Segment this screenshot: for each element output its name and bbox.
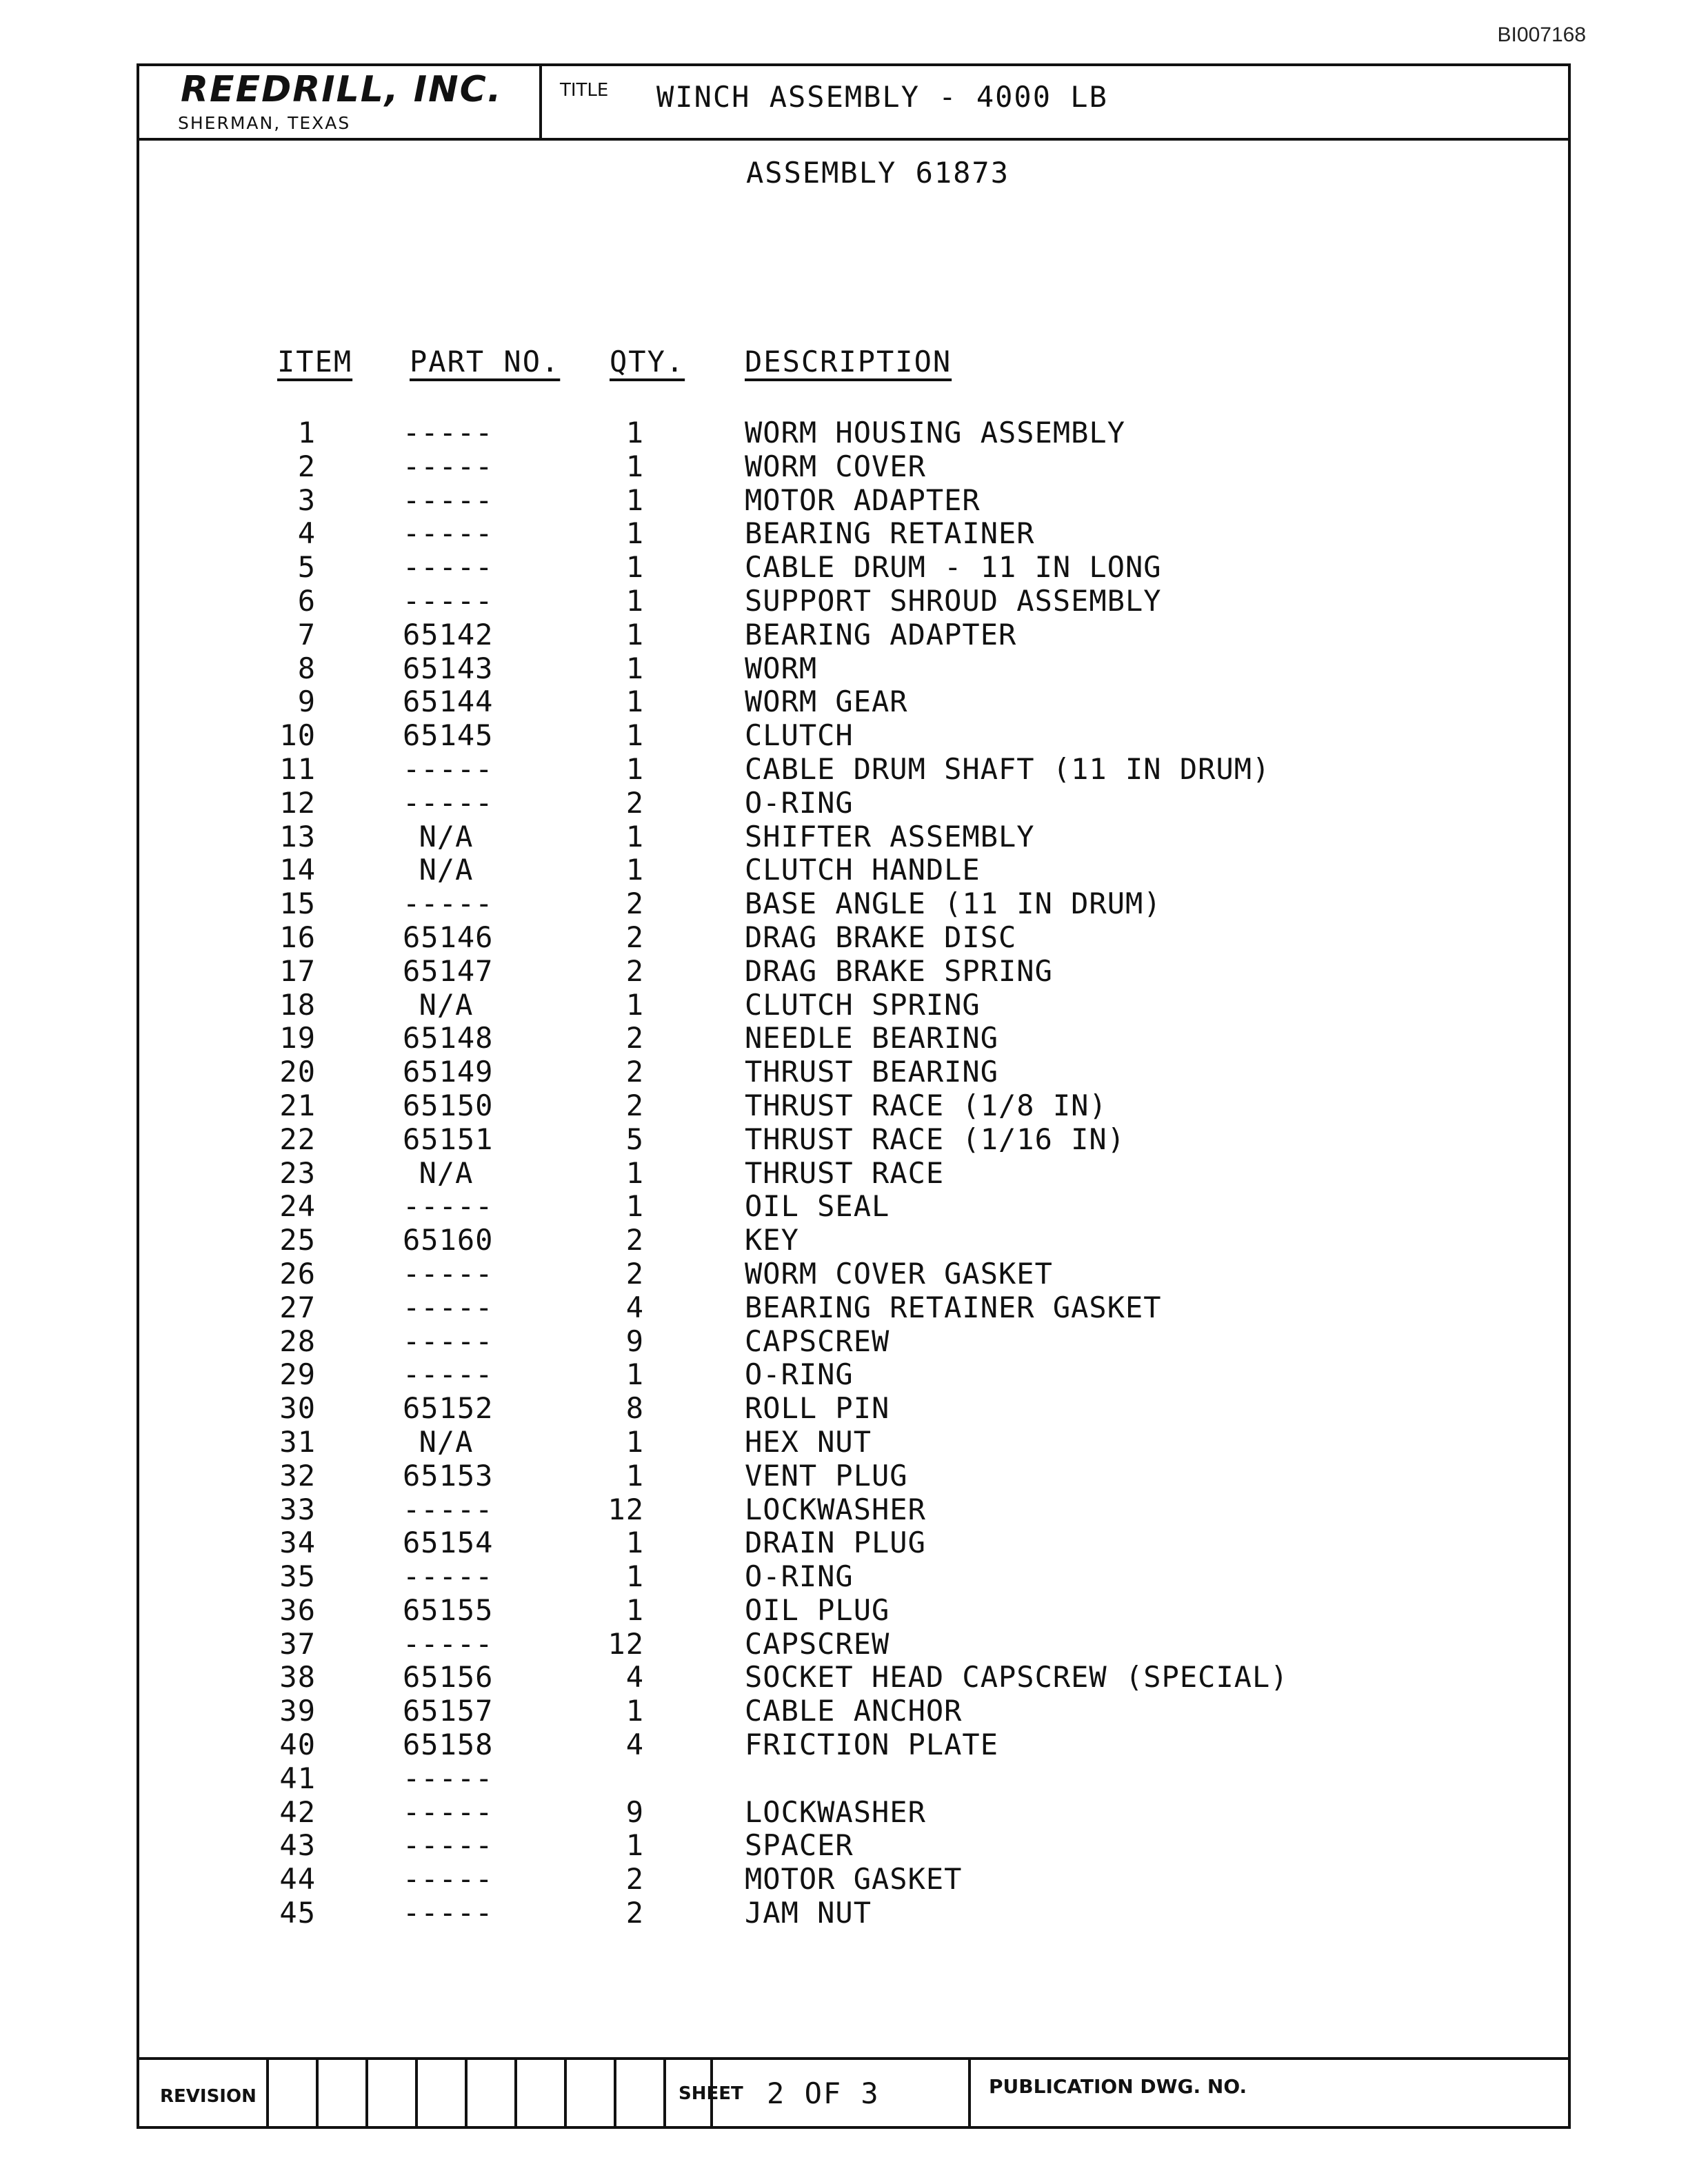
table-row (139, 1796, 1568, 1830)
description: OIL PLUG (745, 1593, 890, 1627)
quantity: 2 (625, 920, 644, 954)
quantity: 1 (625, 1357, 644, 1392)
table-row (139, 1022, 1568, 1055)
item-number: 14 (279, 853, 316, 887)
description: OIL SEAL (745, 1189, 890, 1224)
item-number: 18 (279, 987, 316, 1022)
quantity: 1 (625, 1458, 644, 1493)
quantity: 2 (625, 953, 644, 988)
description: THRUST RACE (745, 1155, 945, 1190)
item-number: 28 (279, 1324, 316, 1358)
quantity: 8 (625, 1391, 644, 1426)
description: THRUST BEARING (745, 1055, 999, 1089)
table-row (139, 1493, 1568, 1527)
quantity: 1 (625, 819, 644, 853)
description: MOTOR GASKET (745, 1862, 963, 1897)
parts-list (139, 416, 1568, 1930)
description: SPACER (745, 1828, 854, 1863)
table-row (139, 1257, 1568, 1291)
item-number: 24 (279, 1189, 316, 1224)
table-row (139, 517, 1568, 551)
item-number: 4 (297, 516, 316, 551)
item-number: 21 (279, 1088, 316, 1122)
item-number: 16 (279, 920, 316, 954)
description: JAM NUT (745, 1896, 872, 1930)
part-number: ----- (403, 1896, 494, 1930)
part-number: ----- (403, 1189, 494, 1224)
table-row (139, 618, 1568, 652)
table-row (139, 1358, 1568, 1392)
description: WORM HOUSING ASSEMBLY (745, 416, 1126, 449)
part-number: ----- (403, 1828, 494, 1863)
item-number: 27 (279, 1290, 316, 1324)
revision-cell (514, 2060, 564, 2126)
revision-cell (316, 2060, 365, 2126)
revision-cell (614, 2060, 663, 2126)
item-number: 7 (297, 617, 316, 651)
part-number: 65151 (403, 1122, 494, 1156)
part-number: 65150 (403, 1088, 494, 1122)
table-row (139, 1190, 1568, 1224)
revision-cell (266, 2060, 316, 2126)
item-number: 44 (279, 1862, 316, 1897)
title-block (139, 66, 1568, 141)
description: SUPPORT SHROUD ASSEMBLY (745, 583, 1162, 618)
part-number: 65148 (403, 1021, 494, 1055)
description: CLUTCH HANDLE (745, 853, 981, 887)
item-number: 38 (279, 1660, 316, 1695)
description: KEY (745, 1223, 799, 1257)
table-row (139, 1325, 1568, 1359)
part-number: ----- (403, 1324, 494, 1358)
description: SOCKET HEAD CAPSCREW (SPECIAL) (745, 1660, 1289, 1695)
description: NEEDLE BEARING (745, 1021, 999, 1055)
table-row (139, 551, 1568, 585)
quantity: 1 (625, 617, 644, 651)
part-number: ----- (403, 449, 494, 483)
quantity: 1 (625, 853, 644, 887)
item-number: 22 (279, 1122, 316, 1156)
quantity: 2 (625, 1862, 644, 1897)
table-row (139, 1594, 1568, 1628)
table-row (139, 450, 1568, 484)
description: CABLE DRUM - 11 IN LONG (745, 550, 1162, 585)
table-row (139, 1157, 1568, 1191)
item-number: 6 (297, 583, 316, 618)
table-row (139, 1695, 1568, 1728)
part-number: 65147 (403, 953, 494, 988)
company-name: REEDRILL, INC. (181, 69, 503, 110)
part-number: ----- (403, 887, 494, 921)
table-row (139, 955, 1568, 989)
table-row (139, 753, 1568, 787)
description: CAPSCREW (745, 1626, 890, 1661)
quantity: 1 (625, 651, 644, 685)
quantity: 2 (625, 785, 644, 820)
item-number: 31 (279, 1424, 316, 1459)
description: BEARING RETAINER GASKET (745, 1290, 1162, 1324)
table-row (139, 1829, 1568, 1863)
description: DRAG BRAKE SPRING (745, 953, 1053, 988)
table-row (139, 989, 1568, 1022)
assembly-number: ASSEMBLY 61873 (746, 156, 1010, 190)
footer-block (139, 2057, 1568, 2126)
item-number: 35 (279, 1559, 316, 1594)
quantity: 2 (625, 887, 644, 921)
item-number: 12 (279, 785, 316, 820)
title-label: TITLE (560, 80, 609, 101)
description: O-RING (745, 1357, 854, 1392)
item-number: 23 (279, 1155, 316, 1190)
document-id: BI007168 (1497, 23, 1586, 46)
quantity: 1 (625, 751, 644, 786)
table-row (139, 820, 1568, 854)
quantity: 1 (625, 987, 644, 1022)
item-number: 9 (297, 685, 316, 719)
part-number: ----- (403, 1794, 494, 1829)
part-number: 65143 (403, 651, 494, 685)
quantity: 1 (625, 483, 644, 517)
item-number: 29 (279, 1357, 316, 1392)
item-number: 13 (279, 819, 316, 853)
item-number: 40 (279, 1728, 316, 1762)
part-number: N/A (419, 853, 474, 887)
description: LOCKWASHER (745, 1794, 926, 1829)
table-row (139, 853, 1568, 887)
quantity: 1 (625, 1559, 644, 1594)
item-number: 19 (279, 1021, 316, 1055)
table-row (139, 1526, 1568, 1560)
part-number: 65146 (403, 920, 494, 954)
description: BASE ANGLE (11 IN DRUM) (745, 887, 1162, 921)
revision-cell (564, 2060, 614, 2126)
quantity: 12 (607, 1492, 644, 1526)
table-row (139, 1628, 1568, 1661)
item-number: 3 (297, 483, 316, 517)
description: THRUST RACE (1/8 IN) (745, 1088, 1107, 1122)
table-row (139, 719, 1568, 753)
quantity: 2 (625, 1055, 644, 1089)
description: CLUTCH SPRING (745, 987, 981, 1022)
revision-label: REVISION (160, 2086, 257, 2107)
item-number: 26 (279, 1256, 316, 1291)
part-number: ----- (403, 1492, 494, 1526)
table-row (139, 1224, 1568, 1257)
column-header-item: ITEM (277, 345, 353, 378)
description: HEX NUT (745, 1424, 872, 1459)
item-number: 15 (279, 887, 316, 921)
quantity: 1 (625, 718, 644, 753)
quantity: 2 (625, 1021, 644, 1055)
table-row (139, 1459, 1568, 1493)
part-number: ----- (403, 1761, 494, 1795)
part-number: 65152 (403, 1391, 494, 1426)
revision-cell (365, 2060, 415, 2126)
description: DRAIN PLUG (745, 1526, 926, 1560)
description: WORM COVER GASKET (745, 1256, 1053, 1291)
quantity: 1 (625, 1155, 644, 1190)
description: LOCKWASHER (745, 1492, 926, 1526)
item-number: 43 (279, 1828, 316, 1863)
part-number: ----- (403, 416, 494, 449)
part-number: ----- (403, 1256, 494, 1291)
document-title: WINCH ASSEMBLY - 4000 LB (656, 80, 1108, 114)
part-number: 65160 (403, 1223, 494, 1257)
quantity: 1 (625, 1526, 644, 1560)
part-number: ----- (403, 483, 494, 517)
description: WORM GEAR (745, 685, 908, 719)
part-number: 65158 (403, 1728, 494, 1762)
item-number: 10 (279, 718, 316, 753)
part-number: 65157 (403, 1694, 494, 1728)
description: FRICTION PLATE (745, 1728, 999, 1762)
part-number: 65156 (403, 1660, 494, 1695)
part-number: ----- (403, 1559, 494, 1594)
part-number: 65149 (403, 1055, 494, 1089)
quantity: 1 (625, 1593, 644, 1627)
description: BEARING ADAPTER (745, 617, 1017, 651)
item-number: 34 (279, 1526, 316, 1560)
table-row (139, 1661, 1568, 1695)
quantity: 1 (625, 416, 644, 449)
description: THRUST RACE (1/16 IN) (745, 1122, 1126, 1156)
part-number: N/A (419, 1424, 474, 1459)
quantity: 9 (625, 1324, 644, 1358)
table-row (139, 1762, 1568, 1796)
part-number: ----- (403, 1626, 494, 1661)
revision-cell (415, 2060, 465, 2126)
item-number: 39 (279, 1694, 316, 1728)
description: VENT PLUG (745, 1458, 908, 1493)
item-number: 36 (279, 1593, 316, 1627)
quantity: 1 (625, 583, 644, 618)
item-number: 1 (297, 416, 316, 449)
sheet-number: 2 OF 3 (767, 2076, 880, 2110)
description: SHIFTER ASSEMBLY (745, 819, 1035, 853)
quantity: 4 (625, 1728, 644, 1762)
description: CABLE ANCHOR (745, 1694, 963, 1728)
item-number: 45 (279, 1896, 316, 1930)
item-number: 11 (279, 751, 316, 786)
quantity: 1 (625, 550, 644, 585)
quantity: 9 (625, 1794, 644, 1829)
part-number: 65154 (403, 1526, 494, 1560)
part-number: ----- (403, 1357, 494, 1392)
part-number: ----- (403, 1290, 494, 1324)
part-number: ----- (403, 550, 494, 585)
drawing-frame (137, 63, 1571, 2129)
item-number: 37 (279, 1626, 316, 1661)
description: BEARING RETAINER (745, 516, 1035, 551)
part-number: 65144 (403, 685, 494, 719)
quantity: 12 (607, 1626, 644, 1661)
publication-box (968, 2060, 1571, 2126)
item-number: 41 (279, 1761, 316, 1795)
table-row (139, 1123, 1568, 1157)
item-number: 32 (279, 1458, 316, 1493)
quantity: 2 (625, 1088, 644, 1122)
table-row (139, 1897, 1568, 1930)
quantity: 1 (625, 1424, 644, 1459)
description: ROLL PIN (745, 1391, 890, 1426)
description: O-RING (745, 785, 854, 820)
item-number: 8 (297, 651, 316, 685)
item-number: 20 (279, 1055, 316, 1089)
part-number: ----- (403, 516, 494, 551)
quantity: 1 (625, 1694, 644, 1728)
part-number: 65145 (403, 718, 494, 753)
table-row (139, 416, 1568, 450)
part-number: ----- (403, 785, 494, 820)
description: O-RING (745, 1559, 854, 1594)
table-row (139, 652, 1568, 686)
item-number: 25 (279, 1223, 316, 1257)
table-row (139, 1392, 1568, 1426)
part-number: N/A (419, 987, 474, 1022)
quantity: 1 (625, 516, 644, 551)
column-header-description: DESCRIPTION (745, 345, 952, 378)
table-row (139, 1728, 1568, 1762)
part-number: 65155 (403, 1593, 494, 1627)
description: WORM (745, 651, 818, 685)
item-number: 5 (297, 550, 316, 585)
part-number: 65153 (403, 1458, 494, 1493)
revision-cell (465, 2060, 514, 2126)
part-number: ----- (403, 1862, 494, 1897)
description: CLUTCH (745, 718, 854, 753)
description: MOTOR ADAPTER (745, 483, 981, 517)
part-number: N/A (419, 1155, 474, 1190)
quantity: 1 (625, 1189, 644, 1224)
item-number: 33 (279, 1492, 316, 1526)
table-row (139, 1560, 1568, 1594)
table-row (139, 685, 1568, 719)
publication-label: PUBLICATION DWG. NO. (989, 2075, 1247, 2098)
table-row (139, 887, 1568, 921)
description: WORM COVER (745, 449, 926, 483)
revision-cells (266, 2060, 713, 2126)
table-row (139, 921, 1568, 955)
column-header-qty: QTY. (610, 345, 685, 378)
description: CAPSCREW (745, 1324, 890, 1358)
column-header-part-no: PART NO. (410, 345, 561, 378)
description: DRAG BRAKE DISC (745, 920, 1017, 954)
table-row (139, 484, 1568, 518)
part-number: 65142 (403, 617, 494, 651)
table-row (139, 1291, 1568, 1325)
table-row (139, 1863, 1568, 1897)
quantity: 1 (625, 1828, 644, 1863)
table-row (139, 1089, 1568, 1123)
quantity: 2 (625, 1256, 644, 1291)
table-row (139, 1426, 1568, 1459)
item-number: 2 (297, 449, 316, 483)
table-row (139, 585, 1568, 618)
item-number: 17 (279, 953, 316, 988)
quantity: 2 (625, 1223, 644, 1257)
company-box (139, 66, 542, 138)
item-number: 42 (279, 1794, 316, 1829)
quantity: 1 (625, 449, 644, 483)
quantity: 4 (625, 1660, 644, 1695)
sheet-label: SHEET (679, 2083, 743, 2104)
table-row (139, 787, 1568, 820)
quantity: 2 (625, 1896, 644, 1930)
part-number: N/A (419, 819, 474, 853)
quantity: 5 (625, 1122, 644, 1156)
part-number: ----- (403, 583, 494, 618)
part-number: ----- (403, 751, 494, 786)
company-location: SHERMAN, TEXAS (178, 113, 351, 133)
item-number: 30 (279, 1391, 316, 1426)
quantity: 4 (625, 1290, 644, 1324)
quantity: 1 (625, 685, 644, 719)
table-row (139, 1055, 1568, 1089)
description: CABLE DRUM SHAFT (11 IN DRUM) (745, 751, 1271, 786)
